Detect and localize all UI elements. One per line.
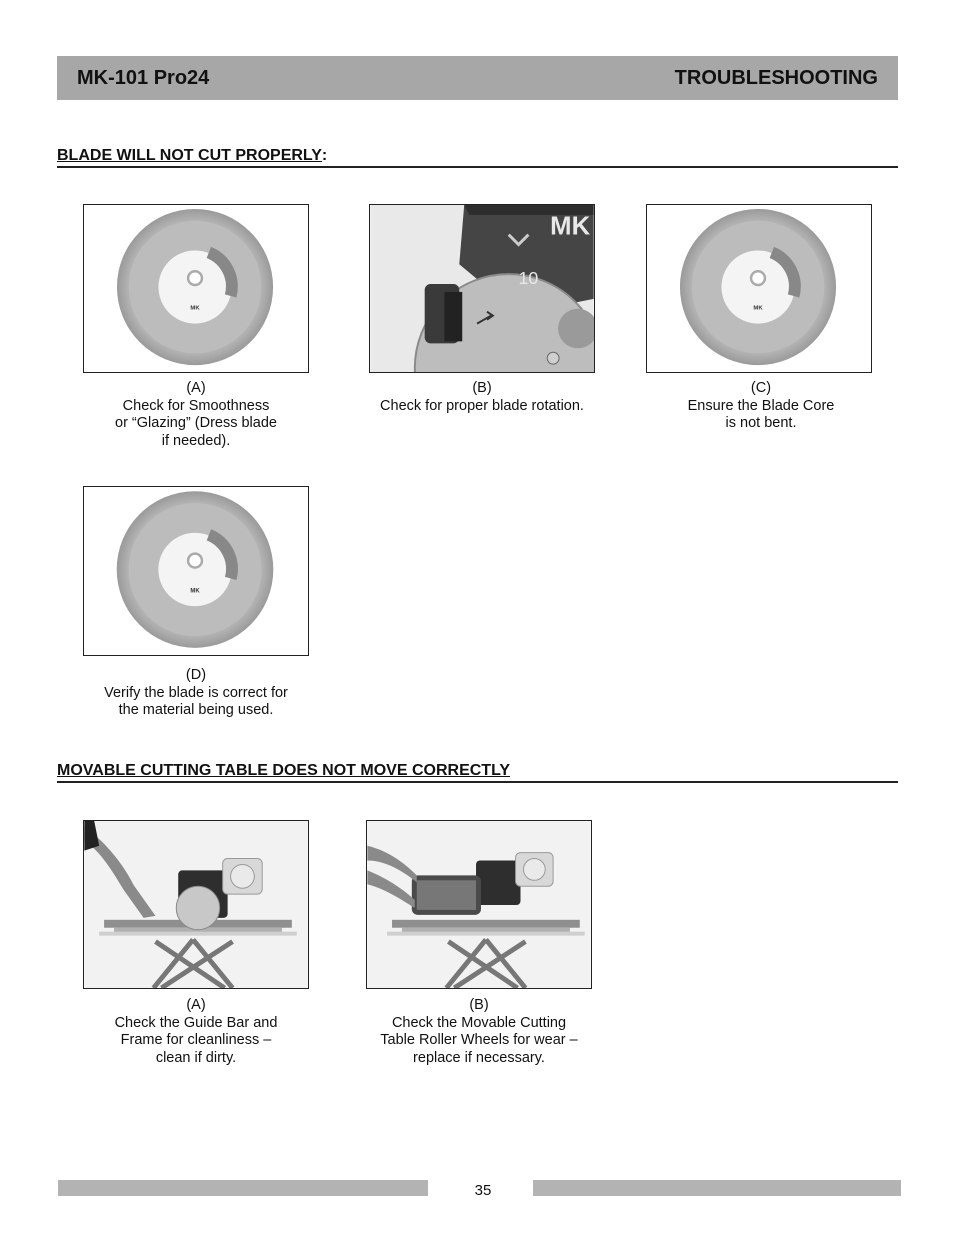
page-header <box>57 56 898 100</box>
caption-line: or “Glazing” (Dress blade <box>115 415 277 431</box>
caption-table-a <box>83 997 309 1067</box>
blade-photo-d <box>83 486 309 656</box>
blade-brand-c: MK <box>753 305 763 312</box>
caption-line: is not bent. <box>725 415 797 431</box>
caption-blade-d <box>83 667 309 720</box>
caption-blade-a <box>83 380 309 450</box>
section-divider <box>57 166 898 168</box>
caption-letter: (C) <box>750 380 772 396</box>
section-title-table: MOVABLE CUTTING TABLE DOES NOT MOVE CORRECTLY <box>57 762 511 779</box>
caption-letter: (A) <box>186 380 206 396</box>
caption-line: clean if dirty. <box>155 1049 237 1066</box>
caption-line: Table Roller Wheels for wear – <box>380 1032 578 1048</box>
saw-brand-mark: MK <box>550 212 591 241</box>
saw-closeup-photo-b <box>369 204 595 373</box>
caption-letter: (A) <box>186 997 206 1013</box>
caption-letter: (B) <box>469 997 489 1013</box>
caption-line: the material being used. <box>118 702 274 718</box>
caption-letter: (D) <box>185 667 207 683</box>
caption-table-b <box>362 997 596 1067</box>
caption-line: Ensure the Blade Core <box>687 397 835 414</box>
section-heading: TROUBLESHOOTING <box>674 67 878 89</box>
section-title-blade-text: BLADE WILL NOT CUT PROPERLY <box>57 147 322 164</box>
caption-line: Check the Guide Bar and <box>114 1014 278 1031</box>
blade-photo-c <box>646 204 872 373</box>
footer-bar-left <box>58 1180 428 1196</box>
tile-saw-photo-a <box>83 820 309 989</box>
model-title: MK-101 Pro24 <box>77 67 210 89</box>
caption-line: Check for proper blade rotation. <box>380 397 584 414</box>
caption-line: Verify the blade is correct for <box>104 684 288 701</box>
saw-number-mark: 10 <box>518 268 539 289</box>
section-divider <box>57 781 898 783</box>
caption-blade-b <box>360 380 604 415</box>
caption-line: Check for Smoothness <box>122 397 270 414</box>
section-title-blade-suffix: : <box>321 147 328 164</box>
caption-letter: (B) <box>472 380 492 396</box>
footer-bar-right <box>533 1180 901 1196</box>
caption-line: replace if necessary. <box>413 1049 545 1066</box>
caption-line: if needed). <box>161 432 231 449</box>
blade-photo-a <box>83 204 309 373</box>
caption-line: Check the Movable Cutting <box>391 1014 567 1031</box>
caption-blade-c <box>646 380 876 433</box>
blade-brand-a: MK <box>190 305 200 312</box>
blade-brand-d: MK <box>190 588 200 595</box>
section-title-blade <box>57 147 327 165</box>
page-number: 35 <box>474 1182 492 1199</box>
caption-line: Frame for cleanliness – <box>120 1032 272 1048</box>
tile-saw-photo-b <box>366 820 592 989</box>
